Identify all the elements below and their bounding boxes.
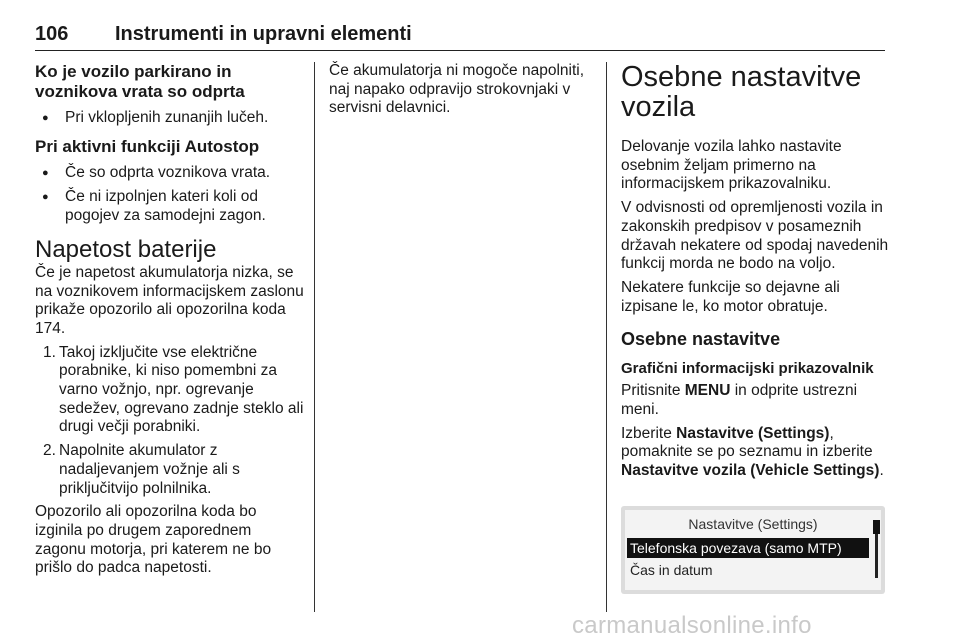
bullet-conditions: ● Če ni izpolnjen kateri koli od pogojev za samodejni zagon. [35,188,305,225]
paragraph-warning-off: Opozorilo ali opozorilna koda bo izginila po drugem zaporednem zagonu motorja, pri katerem ne bo prišlo do padca napetosti. [35,503,272,577]
page-number: 106 [35,23,69,45]
heading-graphic-display: Grafični informacijski prikazovalnik [621,360,874,378]
bullet-lights: ● Pri vklopljenih zunanjih lučeh. [35,109,305,128]
settings-menu-label: Nastavitve (Settings) [676,424,830,442]
paragraph-cannot-charge: Če akumulatorja ni mogoče napolniti, naj napako odpravijo strokovnjaki v servisni delavnici. [329,62,585,117]
step-1-text: Takoj izključite vse električne porabnike, ki niso pomembni za varno vožnjo, npr. ogrevanje sedežev, ogrevano zadnje steklo ali drugi večji porabniki. [59,343,304,436]
select-text-3: . [879,462,884,480]
column-middle [329,62,591,118]
page-header [35,23,885,51]
paragraph-select-settings [621,425,889,481]
select-text-2: , pomaknite se po seznamu in izberite [621,424,873,461]
step-1 [35,344,305,438]
column-right [621,62,889,481]
paragraph-availability: V odvisnosti od opremljenosti vozila in zakonskih predpisov v posameznih državah nekatere od spodaj navedenih funkcij morda ne bodo na voljo. [621,199,889,273]
heading-personal-settings: Osebne nastavitve vozila [621,61,862,123]
step-1-number: 1. [43,343,56,361]
column-divider-2 [606,62,607,612]
watermark: carmanualsonline.info [572,612,812,639]
header-rule [35,50,885,51]
heading-battery: Napetost baterije [35,235,217,263]
step-2-number: 2. [43,442,56,460]
display-panel [625,510,881,590]
paragraph-battery: Če je napetost akumulatorja nizka, se na voznikovem informacijskem zaslonu prikaže opozorilo ali opozorilna koda 174. [35,263,304,337]
paragraph-engine-running: Nekatere funkcije so dejavne ali izpisane le, ko motor obratuje. [621,278,840,315]
display-title: Nastavitve (Settings) [688,516,818,532]
display-screenshot [621,506,885,594]
heading-parked: Ko je vozilo parkirano in voznikova vrata so odprta [35,62,245,101]
display-item: Čas in datum [630,562,713,578]
step-2 [35,442,305,498]
column-divider-1 [314,62,315,612]
heading-autostop: Pri aktivni funkciji Autostop [35,136,260,156]
numbered-steps [35,344,305,499]
heading-settings: Osebne nastavitve [621,329,781,350]
step-2-text: Napolnite akumulator z nadaljevanjem vožnje ali s priključitvijo polnilnika. [59,442,240,497]
page-title: Instrumenti in upravni elementi [115,23,412,45]
display-scroll-knob [873,520,880,534]
column-left [35,62,305,578]
paragraph-intro: Delovanje vozila lahko nastavite osebnim željam primerno na informacijskem prikazovalniku. [621,138,842,193]
vehicle-settings-label: Nastavitve vozila (Vehicle Settings) [621,462,880,480]
bullet-list-autostop [35,164,305,226]
menu-key-label: MENU [684,382,731,400]
press-text-2: in odprite ustrezni meni. [621,382,858,419]
press-text-1: Pritisnite [621,382,685,400]
paragraph-press-menu [621,382,889,419]
select-text-1: Izberite [621,424,677,442]
bullet-list-parked [35,109,305,128]
bullet-door: ● Če so odprta voznikova vrata. [35,164,305,183]
display-selected-item: Telefonska povezava (samo MTP) [627,538,869,558]
